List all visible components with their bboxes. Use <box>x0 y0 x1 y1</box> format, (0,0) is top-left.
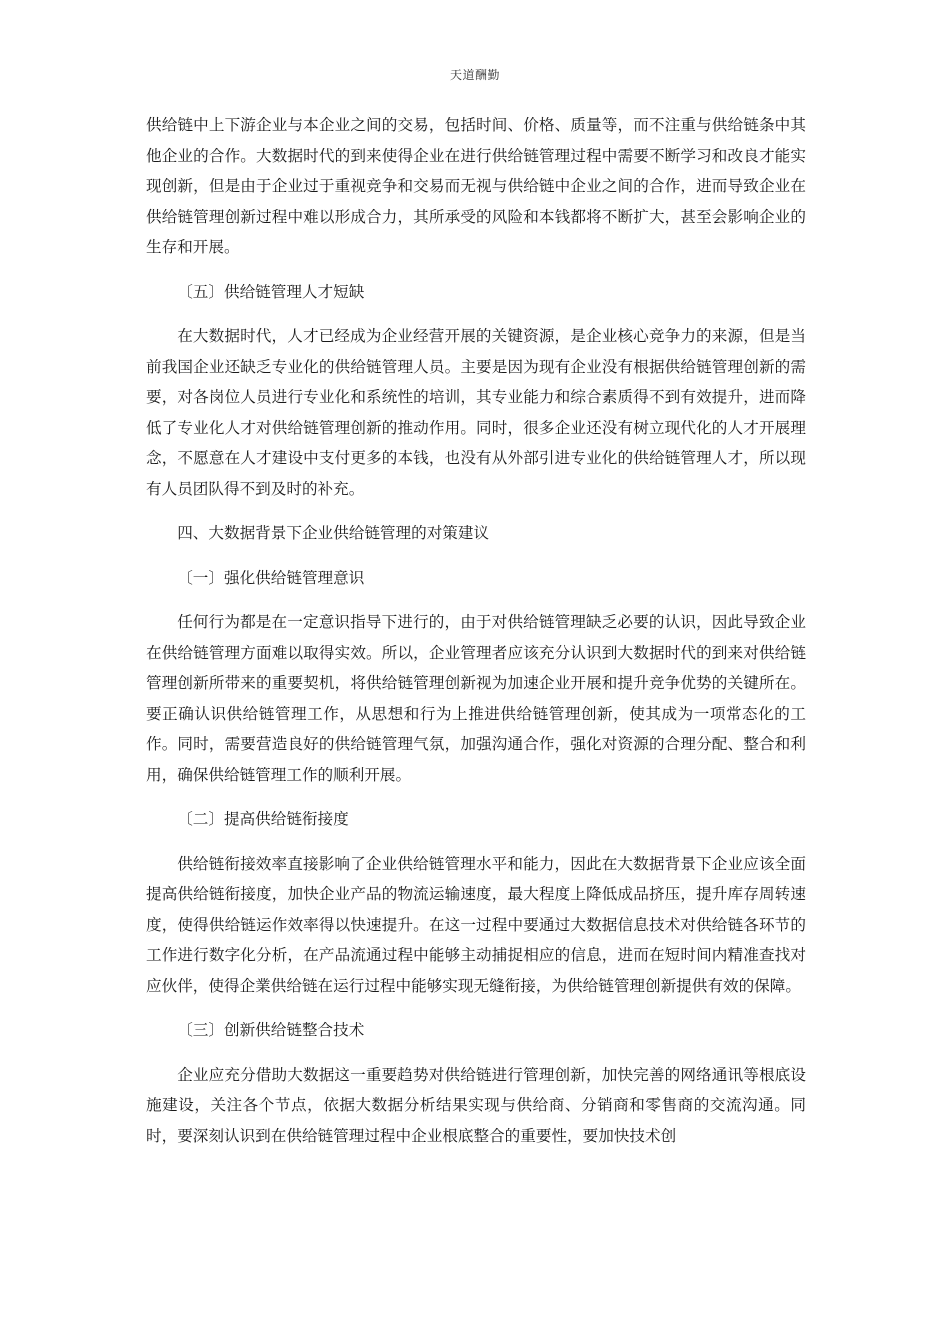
paragraph-awareness: 任何行为都是在一定意识指导下进行的，由于对供给链管理缺乏必要的认识，因此导致企业在供给链管理方面难以取得实效。所以，企业管理者应该充分认识到大数据时代的到来对供给链管理创新所带来的重要契机，将供给链管理创新视为加速企业开展和提升竞争优势的关键所在。要正确认识供给链管理工作，从思想和行为上推进供给链管理创新，使其成为一项常态化的工作。同时，需要营造良好的供给链管理气氛，加强沟通合作，强化对资源的合理分配、整合和利用，确保供给链管理工作的顺利开展。 <box>146 613 806 784</box>
section-heading-3: 〔三〕创新供给链整合技术 <box>177 1021 365 1039</box>
paragraph-connectivity: 供给链衔接效率直接影响了企业供给链管理水平和能力，因此在大数据背景下企业应该全面提高供给链衔接度，加快企业产品的物流运输速度，最大程度上降低成品挤压，提升库存周转速度，使得供给链运作效率得以快速提升。在这一过程中要通过大数据信息技术对供给链各环节的工作进行数字化分析，在产品流通过程中能够主动捕捉相应的信息，进而在短时间内精准查找对应伙伴，使得企業供给链在运行过程中能够实现无缝衔接，为供给链管理创新提供有效的保障。 <box>146 854 806 995</box>
paragraph-talent-shortage: 在大数据时代，人才已经成为企业经营开展的关键资源，是企业核心竞争力的来源，但是当前我国企业还缺乏专业化的供给链管理人员。主要是因为现有企业没有根据供给链管理创新的需要，对各岗位人员进行专业化和系统性的培训，其专业能力和综合素质得不到有效提升，进而降低了专业化人才对供给链管理创新的推动作用。同时，很多企业还没有树立现代化的人才开展理念，不愿意在人才建设中支付更多的本钱，也没有从外部引进专业化的供给链管理人才，所以现有人员团队得不到及时的补充。 <box>146 327 806 498</box>
section-heading-1: 〔一〕强化供给链管理意识 <box>177 568 365 587</box>
section-heading-2: 〔二〕提高供给链衔接度 <box>177 810 349 828</box>
paragraph-intro: 供给链中上下游企业与本企业之间的交易，包括时间、价格、质量等，而不注重与供给链条中其他企业的合作。大数据时代的到来使得企业在进行供给链管理过程中需要不断学习和改良才能实现创新，但是由于企业过于重视竞争和交易而无视与供给链中企业之间的合作，进而导致企业在供给链管理创新过程中难以形成合力，其所承受的风险和本钱都将不断扩大，甚至会影响企业的生存和开展。 <box>146 116 806 256</box>
section-heading-5: 〔五〕供给链管理人才短缺 <box>177 282 365 301</box>
paragraph-integration: 企业应充分借助大数据这一重要趋势对供给链进行管理创新，加快完善的网络通讯等根底设施建设，关注各个节点，依据大数据分析结果实现与供给商、分销商和零售商的交流沟通。同时，要深刻认识到在供给链管理过程中企业根底整合的重要性，要加快技术创 <box>146 1065 806 1145</box>
page-header: 天道酬勤 <box>449 68 500 82</box>
chapter-heading-4: 四、大数据背景下企业供给链管理的对策建议 <box>177 524 490 542</box>
document-body <box>146 110 806 1151</box>
